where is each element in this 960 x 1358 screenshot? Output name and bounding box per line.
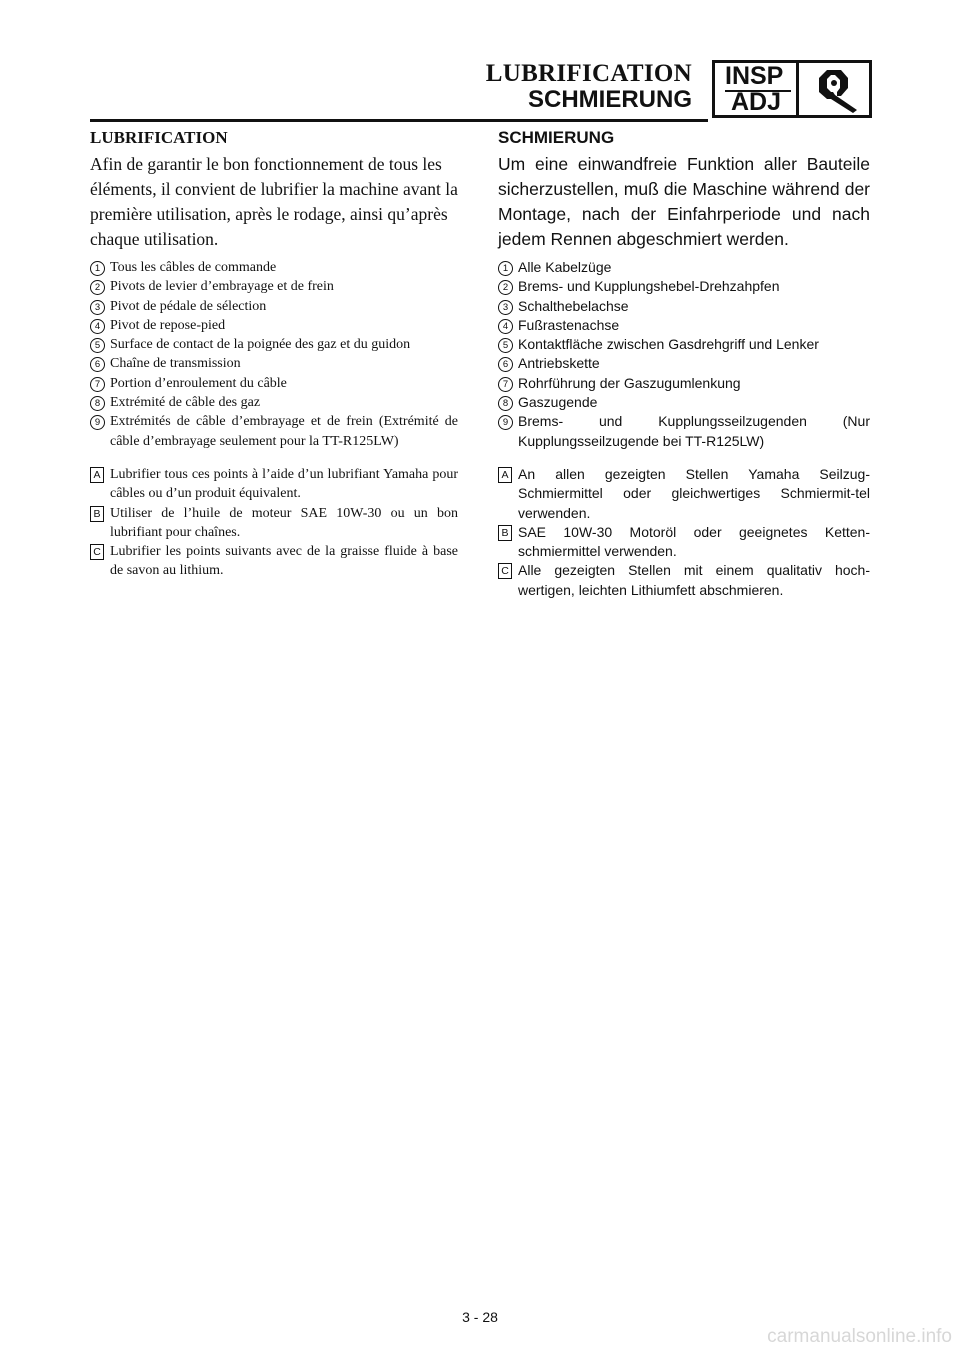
header-title-de: SCHMIERUNG xyxy=(527,86,692,113)
page-number: 3 - 28 xyxy=(462,1309,498,1325)
lubrication-notes-list-de xyxy=(498,465,870,600)
number-marker: 4 xyxy=(498,319,513,334)
letter-marker: C xyxy=(498,563,512,579)
section-heading-de: SCHMIERUNG xyxy=(498,128,615,147)
number-marker: 2 xyxy=(90,280,105,295)
list-item: 1 Tous les câbles de commande xyxy=(90,258,458,277)
letter-marker: C xyxy=(90,544,104,560)
note-item: C Alle gezeigten Stellen mit einem qualitativ hoch-wertigen, leichten Lithiumfett abschmieren. xyxy=(498,561,870,600)
spacer xyxy=(90,451,458,465)
number-marker: 1 xyxy=(90,261,105,276)
list-item: 7 Rohrführung der Gaszugumlenkung xyxy=(498,374,870,393)
list-item: 1 Alle Kabelzüge xyxy=(498,258,870,277)
french-column xyxy=(90,128,458,581)
number-marker: 9 xyxy=(498,415,513,430)
letter-marker: A xyxy=(498,467,512,483)
list-item: 4 Pivot de repose-pied xyxy=(90,316,458,335)
note-item: C Lubrifier les points suivants avec de la graisse fluide à base de savon au lithium. xyxy=(90,542,458,581)
list-item: 9 Brems- und Kupplungsseilzugenden (Nur Kupplungsseilzugende bei TT-R125LW) xyxy=(498,412,870,451)
list-item: 6 Chaîne de transmission xyxy=(90,354,458,373)
number-marker: 8 xyxy=(90,396,105,411)
list-item: 5 Surface de contact de la poignée des gaz et du guidon xyxy=(90,335,458,354)
number-marker: 4 xyxy=(90,319,105,334)
list-item: 3 Schalthebelachse xyxy=(498,297,870,316)
watermark: carmanualsonline.info xyxy=(767,1326,952,1347)
intro-paragraph-de: Um eine einwandfreie Funktion aller Bauteile sicherzustellen, muß die Maschine während der Montage, nach der Einfahrperiode und nach jedem Rennen abgeschmiert werden. xyxy=(498,154,870,249)
spacer xyxy=(498,451,870,465)
note-item: B SAE 10W-30 Motoröl oder geeignetes Ketten-schmiermittel verwenden. xyxy=(498,523,870,562)
letter-marker: A xyxy=(90,467,104,483)
list-item: 5 Kontaktfläche zwischen Gasdrehgriff und Lenker xyxy=(498,335,870,354)
note-item: A An allen gezeigten Stellen Yamaha Seilzug-Schmiermittel oder gleichwertiges Schmiermit-tel verwenden. xyxy=(498,465,870,523)
list-item: 9 Extrémités de câble d’embrayage et de frein (Extrémité de câble d’embrayage seulement pour la TT-R125LW) xyxy=(90,412,458,451)
number-marker: 5 xyxy=(498,338,513,353)
number-marker: 1 xyxy=(498,261,513,276)
number-marker: 6 xyxy=(498,357,513,372)
letter-marker: B xyxy=(498,525,512,541)
number-marker: 5 xyxy=(90,338,105,353)
number-marker: 7 xyxy=(498,377,513,392)
note-item: B Utiliser de l’huile de moteur SAE 10W-30 ou un bon lubrifiant pour chaînes. xyxy=(90,504,458,543)
number-marker: 8 xyxy=(498,396,513,411)
number-marker: 3 xyxy=(498,300,513,315)
number-marker: 7 xyxy=(90,377,105,392)
list-item: 3 Pivot de pédale de sélection xyxy=(90,297,458,316)
note-item: A Lubrifier tous ces points à l’aide d’un lubrifiant Yamaha pour câbles ou d’un produit équivalent. xyxy=(90,465,458,504)
list-item: 8 Extrémité de câble des gaz xyxy=(90,393,458,412)
insp-adj-badge xyxy=(712,60,872,118)
section-heading-fr: LUBRIFICATION xyxy=(90,128,228,147)
header-title-fr: LUBRIFICATION xyxy=(485,60,692,87)
list-item: 6 Antriebskette xyxy=(498,354,870,373)
badge-insp-label: INSP xyxy=(725,62,784,90)
list-item: 4 Fußrastenachse xyxy=(498,316,870,335)
page-header xyxy=(0,0,960,125)
list-item: 2 Brems- und Kupplungshebel-Drehzahpfen xyxy=(498,277,870,296)
letter-marker: B xyxy=(90,506,104,522)
badge-adj-label: ADJ xyxy=(731,88,782,116)
header-rule xyxy=(90,119,708,122)
german-column xyxy=(498,128,870,600)
number-marker: 3 xyxy=(90,300,105,315)
intro-paragraph-fr: Afin de garantir le bon fonctionnement de tous les éléments, il convient de lubrifier la machine avant la première utilisation, après le rodage, ainsi qu’après chaque utilisation. xyxy=(90,154,458,249)
lubrication-points-list-fr xyxy=(90,258,458,451)
wrench-icon xyxy=(807,66,861,114)
list-item: 8 Gaszugende xyxy=(498,393,870,412)
number-marker: 2 xyxy=(498,280,513,295)
number-marker: 6 xyxy=(90,357,105,372)
list-item: 2 Pivots de levier d’embrayage et de frein xyxy=(90,277,458,296)
lubrication-notes-list-fr xyxy=(90,465,458,581)
badge-separator xyxy=(796,63,799,115)
number-marker: 9 xyxy=(90,415,105,430)
lubrication-points-list-de xyxy=(498,258,870,451)
list-item: 7 Portion d’enroulement du câble xyxy=(90,374,458,393)
